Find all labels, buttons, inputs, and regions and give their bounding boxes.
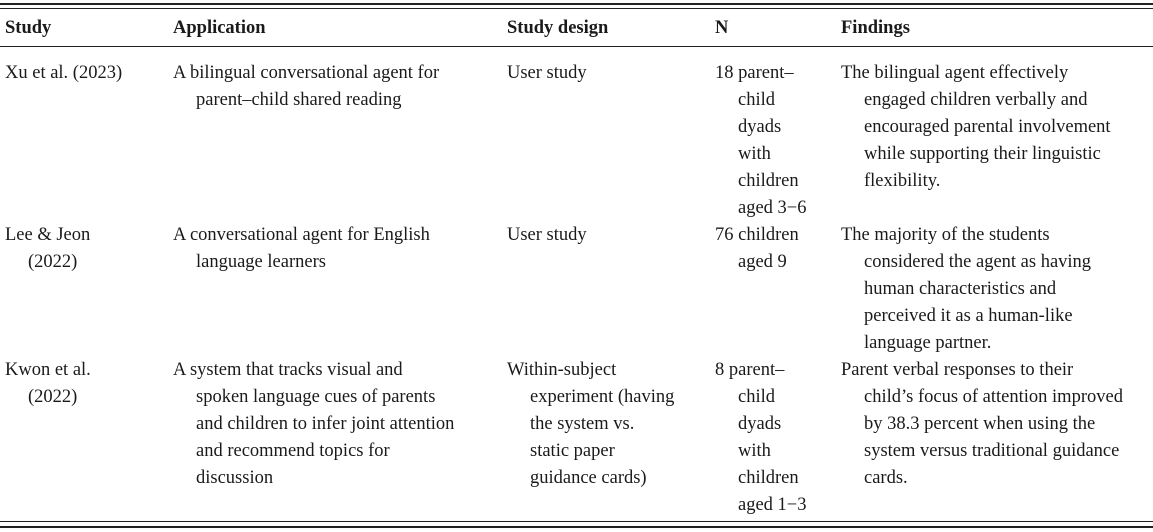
cell-line: considered the agent as having xyxy=(864,252,1092,272)
row-1-design xyxy=(507,60,587,87)
cell-line: A conversational agent for English xyxy=(173,225,430,245)
cell-line: children xyxy=(738,468,799,488)
cell-line: Within-subject xyxy=(507,360,617,380)
cell-line: language partner. xyxy=(864,333,992,353)
header-findings: Findings xyxy=(841,18,910,38)
cell-line: Lee & Jeon xyxy=(5,225,91,245)
header-n: N xyxy=(715,18,729,38)
cell-line: encouraged parental involvement xyxy=(864,117,1111,137)
row-2-application xyxy=(173,222,430,276)
cell-line: children xyxy=(738,171,799,191)
bottom-rule xyxy=(0,526,1153,528)
cell-line: aged 1−3 xyxy=(738,495,807,515)
cell-line: User study xyxy=(507,225,587,245)
cell-line: system versus traditional guidance xyxy=(864,441,1120,461)
cell-line: guidance cards) xyxy=(530,468,647,488)
cell-line: by 38.3 percent when using the xyxy=(864,414,1096,434)
cell-line: with xyxy=(738,144,771,164)
header-rule xyxy=(0,46,1153,47)
cell-line: language learners xyxy=(196,252,326,272)
cell-line: dyads xyxy=(738,414,782,434)
cell-line: Xu et al. (2023) xyxy=(5,63,123,83)
cell-line: with xyxy=(738,441,771,461)
row-2-design xyxy=(507,222,587,249)
row-2-findings xyxy=(841,222,1091,357)
cell-line: The majority of the students xyxy=(841,225,1050,245)
cell-line: 76 children xyxy=(715,225,799,245)
cell-line: engaged children verbally and xyxy=(864,90,1088,110)
cell-line: 18 parent– xyxy=(715,63,794,83)
cell-line: (2022) xyxy=(28,252,78,272)
cell-line: and recommend topics for xyxy=(196,441,390,461)
cell-line: 8 parent– xyxy=(715,360,785,380)
cell-line: aged 3−6 xyxy=(738,198,807,218)
header-application: Application xyxy=(173,18,266,38)
row-3-design xyxy=(507,357,674,492)
cell-line: and children to infer joint attention xyxy=(196,414,455,434)
row-1-study xyxy=(5,60,122,87)
row-3-study xyxy=(5,357,91,411)
cell-line: spoken language cues of parents xyxy=(196,387,436,407)
header-study: Study xyxy=(5,18,52,38)
cell-line: aged 9 xyxy=(738,252,787,272)
bottom-rule-thin xyxy=(0,521,1153,522)
header-study-design: Study design xyxy=(507,18,609,38)
cell-line: dyads xyxy=(738,117,782,137)
cell-line: A bilingual conversational agent for xyxy=(173,63,440,83)
top-rule xyxy=(0,3,1153,5)
cell-line: Kwon et al. xyxy=(5,360,91,380)
row-1-application xyxy=(173,60,439,114)
top-rule-thin xyxy=(0,8,1153,9)
cell-line: The bilingual agent effectively xyxy=(841,63,1069,83)
cell-line: child xyxy=(738,90,775,110)
cell-line: human characteristics and xyxy=(864,279,1057,299)
cell-line: while supporting their linguistic xyxy=(864,144,1101,164)
cell-line: the system vs. xyxy=(530,414,635,434)
cell-line: child xyxy=(738,387,775,407)
row-3-n xyxy=(715,357,806,519)
cell-line: discussion xyxy=(196,468,274,488)
cell-line: static paper xyxy=(530,441,615,461)
cell-line: User study xyxy=(507,63,587,83)
cell-line: child’s focus of attention improved xyxy=(864,387,1123,407)
row-3-application xyxy=(173,357,454,492)
cell-line: flexibility. xyxy=(864,171,941,191)
cell-line: perceived it as a human-like xyxy=(864,306,1073,326)
cell-line: A system that tracks visual and xyxy=(173,360,403,380)
row-2-study xyxy=(5,222,90,276)
cell-line: Parent verbal responses to their xyxy=(841,360,1074,380)
row-2-n xyxy=(715,222,799,276)
row-3-findings xyxy=(841,357,1123,492)
cell-line: parent–child shared reading xyxy=(196,90,402,110)
cell-line: (2022) xyxy=(28,387,78,407)
cell-line: cards. xyxy=(864,468,908,488)
row-1-findings xyxy=(841,60,1111,195)
cell-line: experiment (having xyxy=(530,387,675,407)
row-1-n xyxy=(715,60,806,222)
